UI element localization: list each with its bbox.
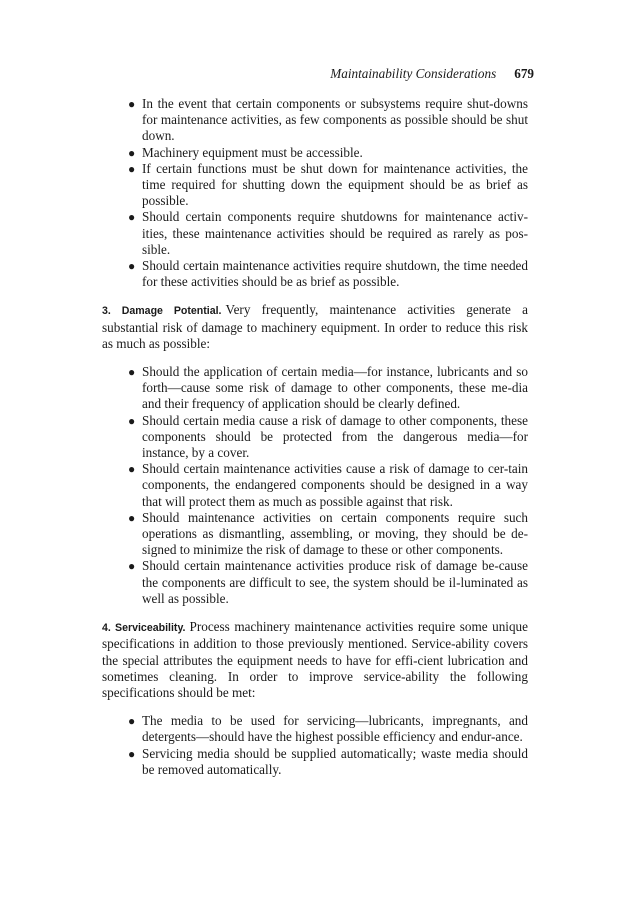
serviceability-list — [118, 713, 528, 778]
bullet-icon: ● — [128, 259, 136, 274]
bullet-icon: ● — [128, 413, 136, 428]
bullet-icon: ● — [128, 462, 136, 477]
bullet-icon: ● — [128, 365, 136, 380]
bullet-icon: ● — [128, 161, 136, 176]
section-serviceability — [102, 619, 528, 701]
bullet-icon: ● — [128, 97, 136, 111]
running-header — [330, 66, 534, 82]
section-damage-potential — [102, 302, 528, 352]
section-paragraph: 3. Damage Potential. Very frequently, maintenance activities generate a substantial risk of damage to machinery equipment. In order to reduce this risk as much as possible: — [102, 302, 528, 351]
section-heading: 3. Damage Potential. — [102, 305, 222, 318]
bullet-icon: ● — [128, 510, 136, 525]
list-item: ● Should certain maintenance activities cause a risk of damage to cer-tain components, the endangered components should be designed in a way that will protect them as much as possible against that risk. — [128, 461, 528, 509]
list-item: ● Should the application of certain media—for instance, lubricants and so forth—cause some risk of damage to other components, these me-dia and their frequency of application should be clearly defined. — [128, 364, 528, 412]
list-item: ● Servicing media should be supplied automatically; waste media should be removed automatically. — [128, 745, 528, 777]
body-text — [102, 96, 528, 778]
bullet-icon: ● — [128, 145, 136, 160]
list-item: ● If certain functions must be shut down for maintenance activities, the time required for shutting down the equipment should be as brief as possible. — [128, 160, 528, 209]
list-item: ● In the event that certain components or subsystems require shut-downs for maintenance activities, as few components as possible should be shut down. — [128, 96, 528, 144]
running-title: Maintainability Considerations — [330, 66, 497, 81]
bullet-icon: ● — [128, 210, 136, 225]
bullet-icon: ● — [128, 746, 136, 761]
bullet-icon: ● — [128, 714, 136, 729]
list-item: ● Should certain components require shutdowns for maintenance activ-ities, these maintenance activities should be required as rarely as pos-sible. — [128, 209, 528, 257]
list-item: ● Should certain media cause a risk of damage to other components, these components should be protected from the dangerous media—for instance, by a cover. — [128, 412, 528, 461]
list-item: ● Machinery equipment must be accessible. — [128, 144, 363, 160]
list-item: ● Should certain maintenance activities require shutdown, the time needed for these activities should be as brief as possible. — [128, 258, 528, 290]
list-item: ● Should maintenance activities on certain components require such operations as dismantling, assembling, or moving, they should be de-signed to minimize the risk of damage to these or other components. — [128, 509, 528, 558]
section-heading: 4. Serviceability. — [102, 622, 186, 635]
damage-list — [118, 364, 528, 607]
bullet-icon: ● — [128, 559, 136, 574]
shutdown-list — [118, 96, 528, 290]
list-item: ● The media to be used for servicing—lubricants, impregnants, and detergents—should have the highest possible efficiency and endur-ance. — [128, 713, 528, 745]
page-number: 679 — [514, 66, 534, 81]
list-item: ● Should certain maintenance activities produce risk of damage be-cause the components are difficult to see, the system should be il-luminated as well as possible. — [128, 558, 528, 606]
section-paragraph: 4. Serviceability. Process machinery maintenance activities require some unique specifications in addition to those previously mentioned. Service-ability covers the special attributes the equipment needs to have for effi-cient lubrication and sometimes cleaning. In order to improve service-ability the following specifications should be met: — [102, 619, 528, 700]
